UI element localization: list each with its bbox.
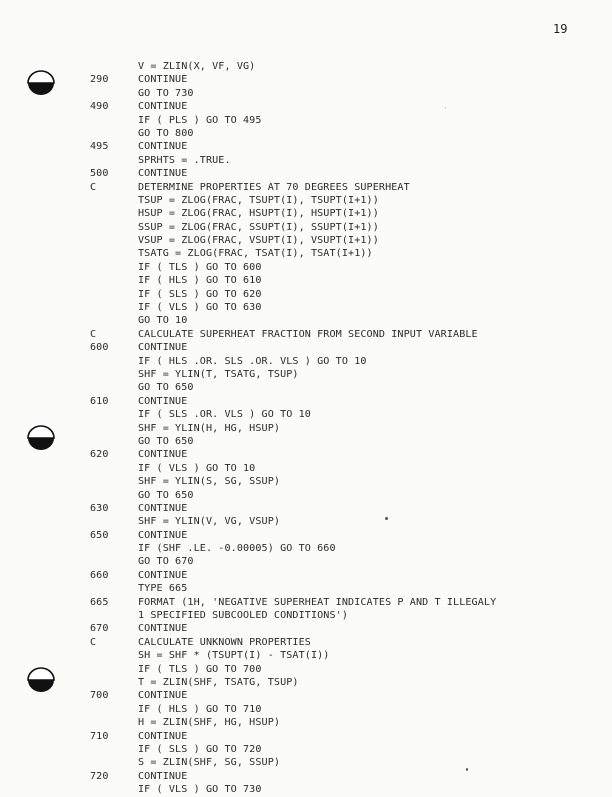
statement-text: CONTINUE: [138, 168, 188, 180]
statement-label: 500: [90, 168, 109, 180]
statement-text: IF ( HLS ) GO TO 710: [138, 703, 262, 715]
statement-text: H = ZLIN(SHF, HG, HSUP): [138, 717, 281, 729]
code-line: [0, 743, 612, 756]
code-line: [0, 288, 612, 301]
code-line: [0, 542, 612, 555]
statement-text: IF ( VLS ) GO TO 730: [138, 784, 262, 796]
code-line: [0, 636, 612, 649]
statement-text: GO TO 800: [138, 127, 194, 139]
statement-text: IF ( HLS ) GO TO 610: [138, 275, 262, 287]
statement-text: CONTINUE: [138, 342, 188, 354]
statement-label: 600: [90, 342, 109, 354]
code-line: [0, 502, 612, 515]
code-line: [0, 261, 612, 274]
code-line: [0, 167, 612, 180]
statement-text: IF ( SLS ) GO TO 620: [138, 288, 262, 300]
code-line: [0, 756, 612, 769]
statement-label: 710: [90, 730, 109, 742]
statement-text: TSUP = ZLOG(FRAC, TSUPT(I), TSUPT(I+1)): [138, 194, 379, 206]
code-line: [0, 462, 612, 475]
code-line: [0, 140, 612, 153]
statement-label: 610: [90, 395, 109, 407]
statement-text: IF ( SLS .OR. VLS ) GO TO 10: [138, 409, 311, 421]
statement-text: GO TO 670: [138, 556, 194, 568]
statement-text: HSUP = ZLOG(FRAC, HSUPT(I), HSUPT(I+1)): [138, 208, 379, 220]
statement-text: TSATG = ZLOG(FRAC, TSAT(I), TSAT(I+1)): [138, 248, 373, 260]
code-line: [0, 301, 612, 314]
statement-text: CONTINUE: [138, 770, 188, 782]
code-line: [0, 87, 612, 100]
statement-label: C: [90, 636, 97, 648]
statement-label: 630: [90, 502, 109, 514]
statement-text: VSUP = ZLOG(FRAC, VSUPT(I), VSUPT(I+1)): [138, 235, 379, 247]
statement-text: IF ( PLS ) GO TO 495: [138, 114, 262, 126]
code-line: [0, 529, 612, 542]
code-line: [0, 355, 612, 368]
statement-text: SHF = YLIN(H, HG, HSUP): [138, 422, 281, 434]
statement-text: S = ZLIN(SHF, SG, SSUP): [138, 757, 281, 769]
code-line: [0, 127, 612, 140]
code-line: [0, 622, 612, 635]
code-line: [0, 328, 612, 341]
statement-text: GO TO 650: [138, 435, 194, 447]
code-line: [0, 368, 612, 381]
statement-text: CONTINUE: [138, 395, 188, 407]
statement-label: 665: [90, 596, 109, 608]
statement-label: C: [90, 328, 97, 340]
statement-label: C: [90, 181, 97, 193]
statement-text: CONTINUE: [138, 101, 188, 113]
code-line: [0, 341, 612, 354]
statement-text: CONTINUE: [138, 529, 188, 541]
statement-text: GO TO 650: [138, 489, 194, 501]
code-line: [0, 515, 612, 528]
statement-text: GO TO 650: [138, 382, 194, 394]
statement-label: 660: [90, 569, 109, 581]
statement-text: SHF = YLIN(S, SG, SSUP): [138, 476, 281, 488]
statement-label: 720: [90, 770, 109, 782]
statement-text: TYPE 665: [138, 583, 188, 595]
code-line: [0, 154, 612, 167]
code-line: [0, 475, 612, 488]
statement-label: 490: [90, 101, 109, 113]
statement-text: GO TO 10: [138, 315, 188, 327]
statement-label: 670: [90, 623, 109, 635]
code-line: [0, 422, 612, 435]
statement-text: CONTINUE: [138, 502, 188, 514]
statement-text: SHF = YLIN(V, VG, VSUP): [138, 516, 281, 528]
statement-text: IF ( SLS ) GO TO 720: [138, 743, 262, 755]
statement-text: IF ( VLS ) GO TO 10: [138, 462, 256, 474]
statement-text: IF ( TLS ) GO TO 700: [138, 663, 262, 675]
code-line: [0, 73, 612, 86]
code-line: [0, 114, 612, 127]
code-line: [0, 489, 612, 502]
statement-label: 495: [90, 141, 109, 153]
code-line: [0, 194, 612, 207]
code-line: [0, 448, 612, 461]
statement-text: SSUP = ZLOG(FRAC, SSUPT(I), SSUPT(I+1)): [138, 221, 379, 233]
statement-text: GO TO 730: [138, 87, 194, 99]
code-listing: [0, 60, 612, 796]
code-line: [0, 234, 612, 247]
statement-text: IF ( TLS ) GO TO 600: [138, 261, 262, 273]
statement-text: CONTINUE: [138, 449, 188, 461]
code-line: [0, 100, 612, 113]
code-line: [0, 770, 612, 783]
code-line: [0, 555, 612, 568]
code-line: [0, 783, 612, 796]
code-line: [0, 730, 612, 743]
statement-text: 1 SPECIFIED SUBCOOLED CONDITIONS'): [138, 610, 349, 622]
statement-text: V = ZLIN(X, VF, VG): [138, 61, 256, 72]
statement-label: 650: [90, 529, 109, 541]
page-number: 19: [553, 22, 568, 36]
code-line: [0, 408, 612, 421]
statement-text: CONTINUE: [138, 569, 188, 581]
code-line: [0, 221, 612, 234]
code-line: [0, 207, 612, 220]
code-line: [0, 569, 612, 582]
statement-label: 620: [90, 449, 109, 461]
statement-text: CONTINUE: [138, 730, 188, 742]
code-line: [0, 609, 612, 622]
statement-label: 290: [90, 74, 109, 86]
statement-text: IF ( VLS ) GO TO 630: [138, 302, 262, 314]
statement-label: 700: [90, 690, 109, 702]
code-line: [0, 703, 612, 716]
code-line: [0, 314, 612, 327]
statement-text: SHF = YLIN(T, TSATG, TSUP): [138, 368, 299, 380]
code-line: [0, 247, 612, 260]
code-line: [0, 676, 612, 689]
code-line: [0, 596, 612, 609]
code-line: [0, 395, 612, 408]
code-line: [0, 649, 612, 662]
statement-text: IF ( HLS .OR. SLS .OR. VLS ) GO TO 10: [138, 355, 367, 367]
code-line: [0, 582, 612, 595]
statement-text: CONTINUE: [138, 623, 188, 635]
statement-text: CONTINUE: [138, 690, 188, 702]
code-line: [0, 381, 612, 394]
statement-text: CONTINUE: [138, 141, 188, 153]
code-line: [0, 689, 612, 702]
statement-text: SPRHTS = .TRUE.: [138, 154, 231, 166]
statement-text: CONTINUE: [138, 74, 188, 86]
statement-text: CALCULATE UNKNOWN PROPERTIES: [138, 636, 311, 648]
code-line: [0, 663, 612, 676]
code-line: [0, 716, 612, 729]
statement-text: SH = SHF * (TSUPT(I) - TSAT(I)): [138, 650, 330, 662]
code-line: [0, 274, 612, 287]
code-line: [0, 435, 612, 448]
statement-text: IF (SHF .LE. -0.00005) GO TO 660: [138, 543, 336, 555]
statement-text: CALCULATE SUPERHEAT FRACTION FROM SECOND INPUT VARIABLE: [138, 328, 478, 340]
statement-text: FORMAT (1H, 'NEGATIVE SUPERHEAT INDICATES P AND T ILLEGALY: [138, 596, 497, 608]
code-line: [0, 181, 612, 194]
statement-text: T = ZLIN(SHF, TSATG, TSUP): [138, 676, 299, 688]
code-line: [0, 60, 612, 73]
statement-text: DETERMINE PROPERTIES AT 70 DEGREES SUPERHEAT: [138, 181, 410, 193]
